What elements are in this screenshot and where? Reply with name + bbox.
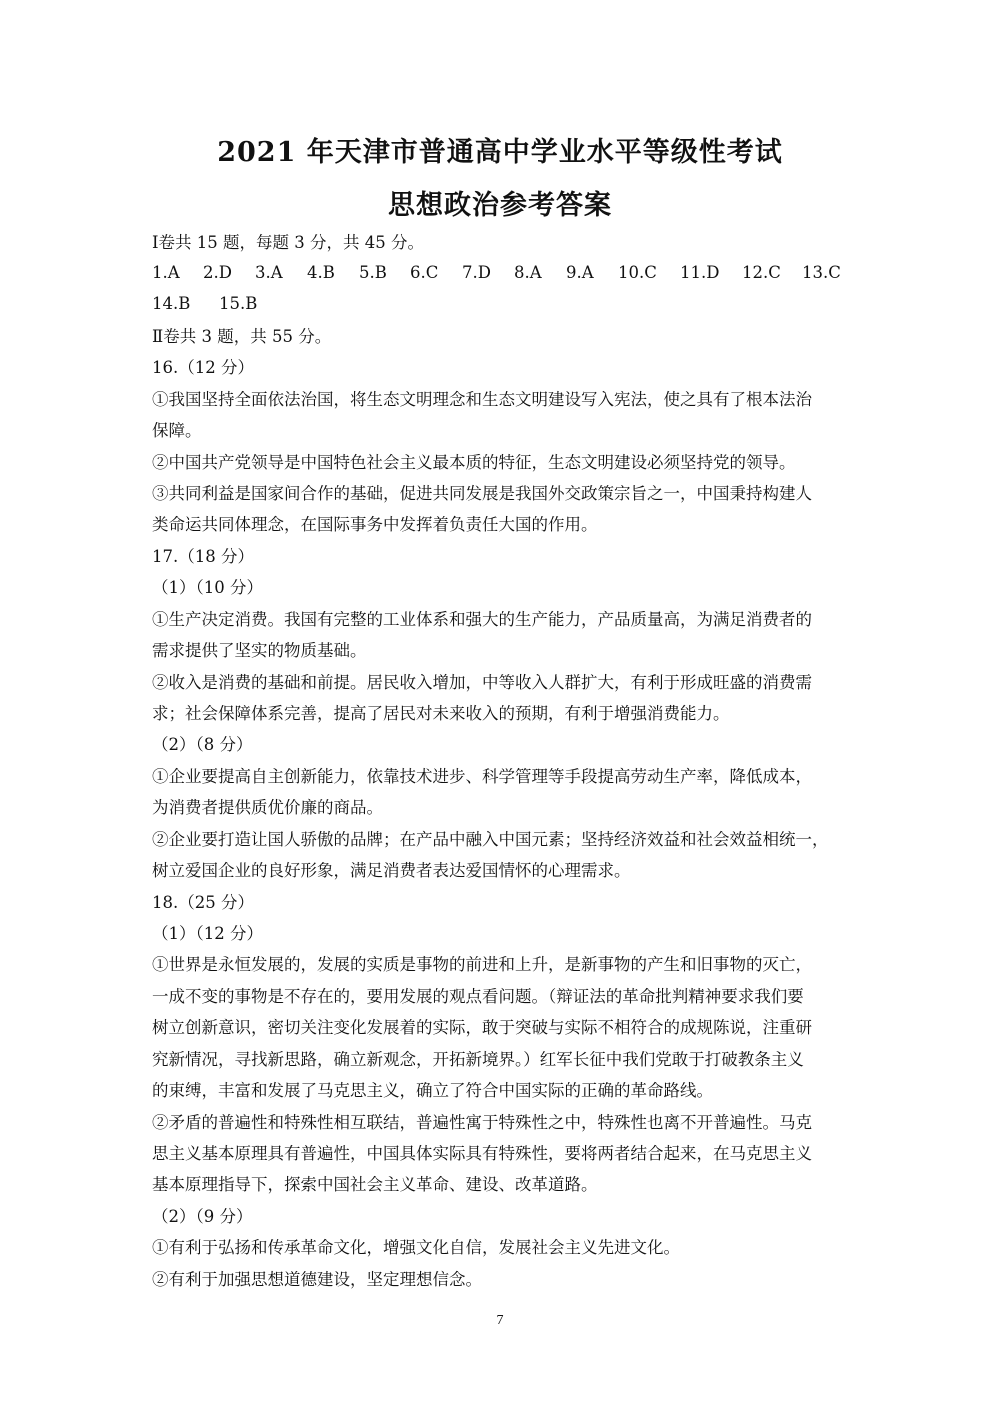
answer-item: 14.B: [152, 294, 191, 313]
q16-heading: 16.（12 分）: [152, 358, 254, 377]
q18-heading: 18.（25 分）: [152, 893, 254, 912]
q17-heading: 17.（18 分）: [152, 547, 254, 566]
answer-line: ①世界是永恒发展的，发展的实质是事物的前进和上升，是新事物的产生和旧事物的灭亡，: [152, 955, 812, 974]
answer-item: 15.B: [219, 294, 258, 313]
part2-heading: Ⅱ卷共 3 题，共 55 分。: [152, 327, 332, 346]
answer-item: 9.A: [566, 263, 594, 282]
answer-item: 12.C: [742, 263, 781, 282]
answer-item: 4.B: [307, 263, 335, 282]
answer-item: 11.D: [680, 263, 720, 282]
page-subtitle: 思想政治参考答案: [388, 190, 612, 221]
part1-heading: Ⅰ卷共 15 题，每题 3 分，共 45 分。: [152, 233, 424, 252]
page-title: 2021 年天津市普通高中学业水平等级性考试: [217, 137, 783, 168]
answer-line: ①生产决定消费。我国有完整的工业体系和强大的生产能力，产品质量高，为满足消费者的: [152, 610, 812, 629]
answer-line: ③共同利益是国家间合作的基础，促进共同发展是我国外交政策宗旨之一，中国秉持构建人: [152, 484, 812, 503]
answer-line: ②矛盾的普遍性和特殊性相互联结，普遍性寓于特殊性之中，特殊性也离不开普遍性。马克: [152, 1113, 812, 1132]
subquestion-heading: （2）（9 分）: [152, 1207, 253, 1226]
answer-line: 一成不变的事物是不存在的，要用发展的观点看问题。（辩证法的革命批判精神要求我们要: [152, 987, 804, 1006]
answer-line: ①我国坚持全面依法治国，将生态文明理念和生态文明建设写入宪法，使之具有了根本法治: [152, 390, 812, 409]
answer-item: 10.C: [618, 263, 657, 282]
answer-line: ②企业要打造让国人骄傲的品牌；在产品中融入中国元素；坚持经济效益和社会效益相统一，: [152, 830, 829, 849]
answer-item: 6.C: [410, 263, 439, 282]
subquestion-heading: （2）（8 分）: [152, 735, 253, 754]
answer-line: 究新情况，寻找新思路，确立新观念，开拓新境界。）红军长征中我们党敢于打破教条主义: [152, 1050, 804, 1069]
answer-item: 8.A: [514, 263, 542, 282]
answer-line: 树立创新意识，密切关注变化发展着的实际，敢于突破与实际不相符合的成规陈说，注重研: [152, 1018, 812, 1037]
answer-item: 3.A: [255, 263, 283, 282]
answer-line: 需求提供了坚实的物质基础。: [152, 641, 367, 660]
answer-line: 思主义基本原理具有普遍性，中国具体实际具有特殊性，要将两者结合起来，在马克思主义: [152, 1144, 812, 1163]
answer-line: ②有利于加强思想道德建设，坚定理想信念。: [152, 1270, 482, 1289]
answer-line: 基本原理指导下，探索中国社会主义革命、建设、改革道路。: [152, 1175, 598, 1194]
answer-line: ①企业要提高自主创新能力，依靠技术进步、科学管理等手段提高劳动生产率，降低成本，: [152, 767, 812, 786]
answer-item: 7.D: [462, 263, 491, 282]
answer-item: 2.D: [203, 263, 232, 282]
answer-line: ②中国共产党领导是中国特色社会主义最本质的特征，生态文明建设必须坚持党的领导。: [152, 453, 796, 472]
answer-line: 保障。: [152, 421, 202, 440]
answer-line: 类命运共同体理念，在国际事务中发挥着负责任大国的作用。: [152, 515, 598, 534]
answer-item: 13.C: [802, 263, 841, 282]
subquestion-heading: （1）（10 分）: [152, 578, 263, 597]
answer-line: 的束缚，丰富和发展了马克思主义，确立了符合中国实际的正确的革命路线。: [152, 1081, 713, 1100]
answer-item: 5.B: [359, 263, 387, 282]
answer-line: 为消费者提供质优价廉的商品。: [152, 798, 383, 817]
page-number: 7: [496, 1313, 504, 1328]
answer-line: ②收入是消费的基础和前提。居民收入增加，中等收入人群扩大，有利于形成旺盛的消费需: [152, 673, 812, 692]
answer-item: 1.A: [152, 263, 180, 282]
subquestion-heading: （1）（12 分）: [152, 924, 263, 943]
answer-line: ①有利于弘扬和传承革命文化，增强文化自信，发展社会主义先进文化。: [152, 1238, 680, 1257]
answer-line: 树立爱国企业的良好形象，满足消费者表达爱国情怀的心理需求。: [152, 861, 631, 880]
answer-line: 求；社会保障体系完善，提高了居民对未来收入的预期，有利于增强消费能力。: [152, 704, 730, 723]
